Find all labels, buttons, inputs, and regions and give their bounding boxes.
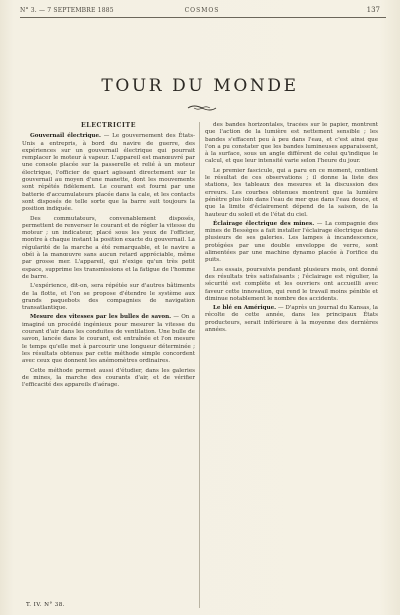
issue-date: N° 3. — 7 SEPTEMBRE 1885 [20,7,114,14]
paragraph-text: Cette méthode permet aussi d'étudier, dans les galeries de mines, la marche des courants d'air, et de vérifier l'efficacité des appareils d'aérage. [22,367,195,389]
paragraph [205,267,378,303]
paragraph [22,133,195,213]
paragraph [22,283,195,312]
section-heading: ÉLECTRICITÉ [80,122,137,129]
right-column [205,122,378,608]
paragraph-text: — On a imaginé un procédé ingénieux pour mesurer la vitesse du courant d'air dans les conduites de ventilation. Une bulle de savon, lancée dans le courant, est entraînée et l'on mesure le temps qu'elle met à parcourir une longueur déterminée ; les résultats obtenus par cette méthode simple concordent avec ceux que donnent les anémomètres ordinaires. [22,314,195,365]
paragraph-text: Des commutateurs, convenablement disposés, permettent de renverser le courant et de régler la vitesse du moteur ; un indicateur, placé sous les yeux de l'officier, montre à chaque instant la position exacte du gouvernail. La régularité de la marche a été remarquable, et le navire a obéi à la manœuvre sans aucun retard appréciable, même par grosse mer. L'appareil, qui n'exige qu'un très petit espace, supprime les transmissions et la fatigue de l'homme de barre. [22,215,195,280]
article-columns [22,122,382,608]
left-column [22,122,195,608]
page-number: 137 [366,6,380,14]
right-column-body [205,122,378,334]
paragraph-run-in-heading: Gouvernail électrique. [30,133,102,140]
paragraph [22,368,195,390]
left-column-body [22,133,195,389]
paragraph-run-in-heading: Mesure des vitesses par les bulles de savon. [30,314,172,321]
paragraph-text: L'expérience, dit-on, sera répétée sur d'autres bâtiments de la flotte, et l'on se propose d'étendre le système aux grands paquebots des compagnies de navigation transatlantique. [22,283,195,312]
paragraph [22,314,195,365]
paragraph-run-in-heading: Le blé en Amérique. [213,305,277,312]
paragraph [205,168,378,219]
paragraph-text: Le premier fascicule, qui a paru en ce moment, contient le résultat de ces observations ; il donne la liste des stations, les tableaux des mesures et la discussion des erreurs. Les courbes obtenues montrent que la lumière pénètre plus loin dans l'eau de mer que dans l'eau douce, et que la limite d'éclairement dépend de la saison, de la hauteur du soleil et de l'état du ciel. [205,167,378,218]
header-rule [20,17,386,18]
paragraph [22,216,195,282]
paragraph-run-in-heading: Éclairage électrique des mines. [213,220,315,227]
paragraph [205,122,378,166]
ornament-flourish-icon [186,104,218,112]
column-divider [199,122,200,608]
running-header [20,4,384,18]
paragraph-text: — La compagnie des mines de Bessèges a fait installer l'éclairage électrique dans plusieurs de ses galeries. Les lampes à incandescence, protégées par une double enveloppe de verre, sont alimentées par une machine dynamo placée à l'orifice du puits. [205,220,378,264]
paragraph-text: — Le gouvernement des États-Unis a entrepris, à bord du navire de guerre, des expériences sur un gouvernail électrique qui pourrait remplacer le moteur à vapeur. L'appareil est manœuvré par une console placée sur la passerelle et relié à un moteur électrique, l'officier de quart agissant directement sur le gouvernail au moyen d'une manette, dont les mouvements sont répétés fidèlement. Le courant est fourni par une batterie d'accumulateurs placée dans la cale, et les contacts sont disposés de telle sorte que la barre suit toujours la position indiquée. [22,133,195,213]
journal-name: COSMOS [184,7,220,14]
paragraph-text: des bandes horizontales, tracées sur le papier, montrent que l'action de la lumière est nettement sensible ; les bandes s'effacent peu à peu dans l'eau, et c'est ainsi que l'on a pu constater que les bandes lumineuses apparaissent, à la surface, sous un angle différent de celui qu'indique le calcul, et que leur intensité varie selon l'heure du jour. [205,122,378,165]
paragraph-text: — D'après un journal du Kansas, la récolte de cette année, dans les principaux États producteurs, serait inférieure à la moyenne des dernières années. [205,305,378,334]
paragraph-text: Les essais, poursuivis pendant plusieurs mois, ont donné des résultats très satisfaisants ; l'éclairage est régulier, la sécurité est complète et les ouvriers ont accueilli avec faveur cette innovation, qui rend le travail moins pénible et diminue notablement le nombre des accidents. [205,266,378,302]
signature-mark: T. IV. N° 38. [26,602,65,608]
page-title: TOUR DU MONDE [101,76,299,96]
paragraph [205,305,378,334]
paragraph [205,221,378,265]
